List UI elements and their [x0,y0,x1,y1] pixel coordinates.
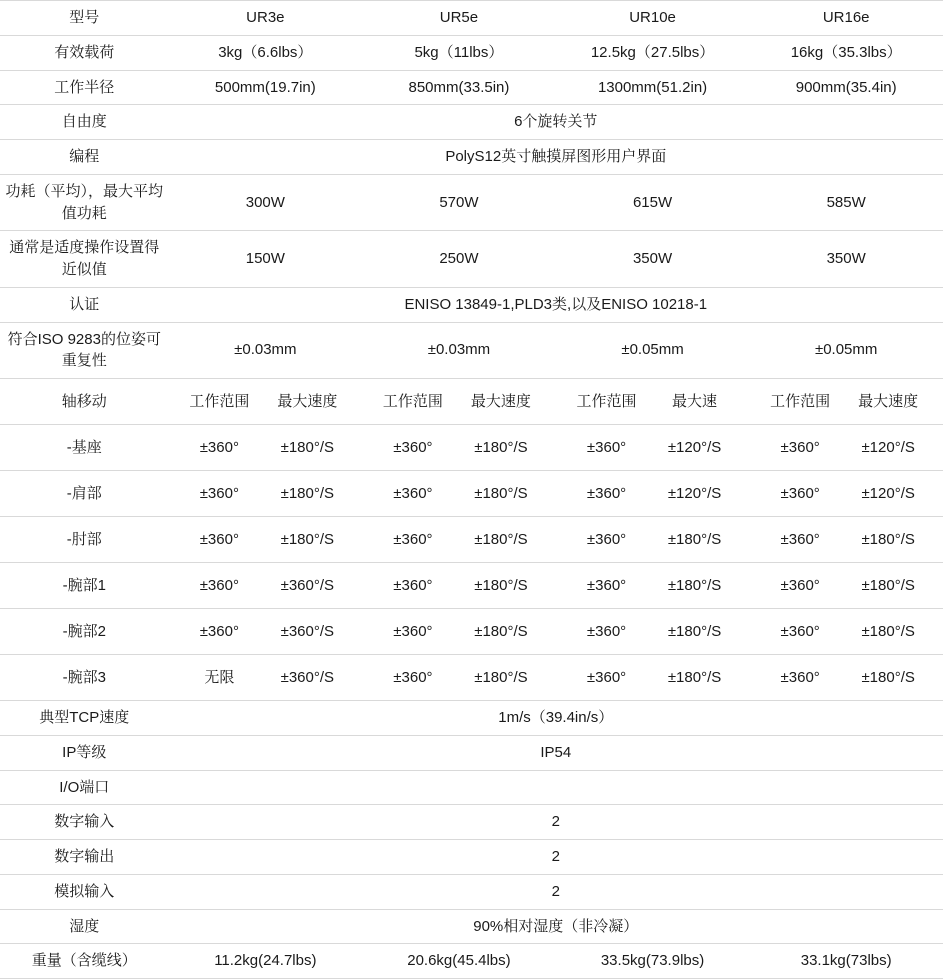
axis-cell [749,471,943,517]
axis-speed: ±360°/S [280,576,335,594]
cell-value-span: ENISO 13849-1,PLD3类,以及ENISO 10218-1 [169,287,943,322]
row-label: 典型TCP速度 [0,701,169,736]
axis-speed-header: 最大速 [672,392,718,410]
cell-value: ±0.05mm [749,322,943,379]
axis-speed: ±180°/S [667,622,722,640]
cell-value-span: 90%相对湿度（非冷凝） [169,909,943,944]
cell-value-span: IP54 [169,735,943,770]
cell-value: 585W [749,174,943,231]
cell-value-span: 6个旋转关节 [169,105,943,140]
row-label: 轴移动 [0,379,169,425]
cell-value: ±0.05mm [556,322,750,379]
axis-cell [169,563,363,609]
axis-cell [556,609,750,655]
row-label: I/O端口 [0,770,169,805]
table-row-weight [0,944,943,979]
axis-speed: ±180°/S [280,530,335,548]
axis-speed: ±360°/S [280,668,335,686]
axis-speed: ±180°/S [667,668,722,686]
axis-speed: ±180°/S [474,622,528,640]
axis-range: ±360° [780,622,820,640]
cell-value: 350W [556,231,750,288]
axis-cell [169,471,363,517]
axis-header-col-1 [169,379,363,425]
axis-speed: ±180°/S [474,530,528,548]
axis-cell [749,425,943,471]
row-label: 符合ISO 9283的位姿可重复性 [0,322,169,379]
row-label: 认证 [0,287,169,322]
axis-speed: ±120°/S [667,438,722,456]
table-row-axis-wrist3 [0,655,943,701]
axis-cell [556,517,750,563]
cell-value: ±0.03mm [362,322,556,379]
table-row-axis-shoulder [0,471,943,517]
table-row-humidity [0,909,943,944]
row-label: -肘部 [0,517,169,563]
cell-value: 3kg（6.6lbs） [169,35,363,70]
axis-range: ±360° [393,622,433,640]
axis-speed: ±180°/S [861,622,915,640]
axis-range: ±360° [586,484,627,502]
header-model-4: UR16e [749,1,943,36]
header-model-1: UR3e [169,1,363,36]
cell-value: 33.5kg(73.9lbs) [556,944,750,979]
cell-value-span: PolyS12英寸触摸屏图形用户界面 [169,140,943,175]
axis-speed: ±360°/S [280,622,335,640]
table-row-repeatability [0,322,943,379]
axis-speed-header: 最大速度 [277,392,338,410]
row-label: 编程 [0,140,169,175]
cell-value: 350W [749,231,943,288]
axis-cell [362,425,556,471]
table-row-header [0,1,943,36]
row-label: 数字输入 [0,805,169,840]
axis-range: 无限 [204,668,235,686]
axis-range: ±360° [780,484,820,502]
axis-speed: ±120°/S [861,484,915,502]
cell-value: 300W [169,174,363,231]
cell-value: 150W [169,231,363,288]
axis-range: ±360° [393,668,433,686]
row-label: IP等级 [0,735,169,770]
axis-range-header: 工作范围 [770,392,831,410]
row-label: 通常是适度操作设置得近似值 [0,231,169,288]
cell-value-span: 2 [169,874,943,909]
table-row-axis-wrist2 [0,609,943,655]
table-row-axis-header [0,379,943,425]
cell-value: 900mm(35.4in) [749,70,943,105]
axis-speed: ±180°/S [474,668,528,686]
axis-range: ±360° [199,576,239,594]
cell-value: 20.6kg(45.4lbs) [362,944,556,979]
axis-cell [362,655,556,701]
axis-cell [556,655,750,701]
cell-value: 1300mm(51.2in) [556,70,750,105]
cell-value: 33.1kg(73lbs) [749,944,943,979]
table-row-tcp-speed [0,701,943,736]
cell-value: 11.2kg(24.7lbs) [169,944,363,979]
axis-cell [169,609,363,655]
axis-range-header: 工作范围 [382,392,443,410]
table-row-io-ports [0,770,943,805]
axis-header-col-2 [362,379,556,425]
cell-value-span: 2 [169,840,943,875]
axis-range: ±360° [586,622,627,640]
axis-speed: ±180°/S [861,530,915,548]
row-label: -腕部2 [0,609,169,655]
axis-speed-header: 最大速度 [858,392,919,410]
axis-range: ±360° [586,668,627,686]
axis-header-col-4 [749,379,943,425]
header-model-3: UR10e [556,1,750,36]
axis-cell [362,517,556,563]
row-label: 功耗（平均），最大平均值功耗 [0,174,169,231]
axis-range: ±360° [393,530,433,548]
axis-cell [169,655,363,701]
row-label: -肩部 [0,471,169,517]
axis-range-header: 工作范围 [189,392,250,410]
axis-cell [749,609,943,655]
axis-range: ±360° [780,530,820,548]
row-label: 湿度 [0,909,169,944]
cell-value: 12.5kg（27.5lbs） [556,35,750,70]
table-row-dof [0,105,943,140]
table-row-programming [0,140,943,175]
table-row-axis-elbow [0,517,943,563]
axis-speed-header: 最大速度 [470,392,531,410]
table-row-payload [0,35,943,70]
cell-value: 500mm(19.7in) [169,70,363,105]
row-label: -基座 [0,425,169,471]
axis-speed: ±120°/S [667,484,722,502]
table-row-certification [0,287,943,322]
table-row-reach [0,70,943,105]
table-row-ip-rating [0,735,943,770]
cell-value: 570W [362,174,556,231]
table-row-axis-wrist1 [0,563,943,609]
row-label: 型号 [0,1,169,36]
axis-speed: ±180°/S [474,484,528,502]
axis-speed: ±180°/S [474,576,528,594]
cell-value-span: 1m/s（39.4in/s） [169,701,943,736]
cell-value-span [169,770,943,805]
table-row-typical-power [0,231,943,288]
axis-range: ±360° [199,438,239,456]
axis-header-col-3 [556,379,750,425]
axis-range: ±360° [199,484,239,502]
row-label: 重量（含缆线） [0,944,169,979]
row-label: 自由度 [0,105,169,140]
axis-range: ±360° [780,668,820,686]
axis-speed: ±180°/S [280,484,335,502]
axis-speed: ±180°/S [861,668,915,686]
header-model-2: UR5e [362,1,556,36]
cell-value: ±0.03mm [169,322,363,379]
axis-range: ±360° [393,438,433,456]
table-row-analog-in [0,874,943,909]
axis-range: ±360° [199,622,239,640]
cell-value: 5kg（11lbs） [362,35,556,70]
cell-value: 615W [556,174,750,231]
axis-range: ±360° [586,530,627,548]
cell-value: 16kg（35.3lbs） [749,35,943,70]
axis-cell [169,425,363,471]
axis-cell [556,563,750,609]
axis-cell [362,563,556,609]
axis-cell [362,609,556,655]
axis-cell [749,517,943,563]
axis-range: ±360° [586,576,627,594]
axis-speed: ±180°/S [280,438,335,456]
axis-cell [556,425,750,471]
table-body [0,1,943,979]
axis-range: ±360° [780,576,820,594]
cell-value: 250W [362,231,556,288]
axis-speed: ±180°/S [474,438,528,456]
axis-range: ±360° [586,438,627,456]
axis-speed: ±120°/S [861,438,915,456]
row-label: 工作半径 [0,70,169,105]
row-label: 有效载荷 [0,35,169,70]
axis-range-header: 工作范围 [576,392,637,410]
axis-cell [169,517,363,563]
axis-speed: ±180°/S [861,576,915,594]
table-row-power-consumption [0,174,943,231]
cell-value-span: 2 [169,805,943,840]
row-label: -腕部3 [0,655,169,701]
axis-speed: ±180°/S [667,530,722,548]
axis-range: ±360° [393,484,433,502]
axis-range: ±360° [393,576,433,594]
axis-cell [749,563,943,609]
cell-value: 850mm(33.5in) [362,70,556,105]
axis-range: ±360° [780,438,820,456]
table-row-digital-in [0,805,943,840]
axis-cell [362,471,556,517]
axis-cell [749,655,943,701]
table-row-digital-out [0,840,943,875]
row-label: 数字输出 [0,840,169,875]
axis-cell [556,471,750,517]
row-label: 模拟输入 [0,874,169,909]
axis-speed: ±180°/S [667,576,722,594]
table-row-axis-base [0,425,943,471]
row-label: -腕部1 [0,563,169,609]
axis-range: ±360° [199,530,239,548]
